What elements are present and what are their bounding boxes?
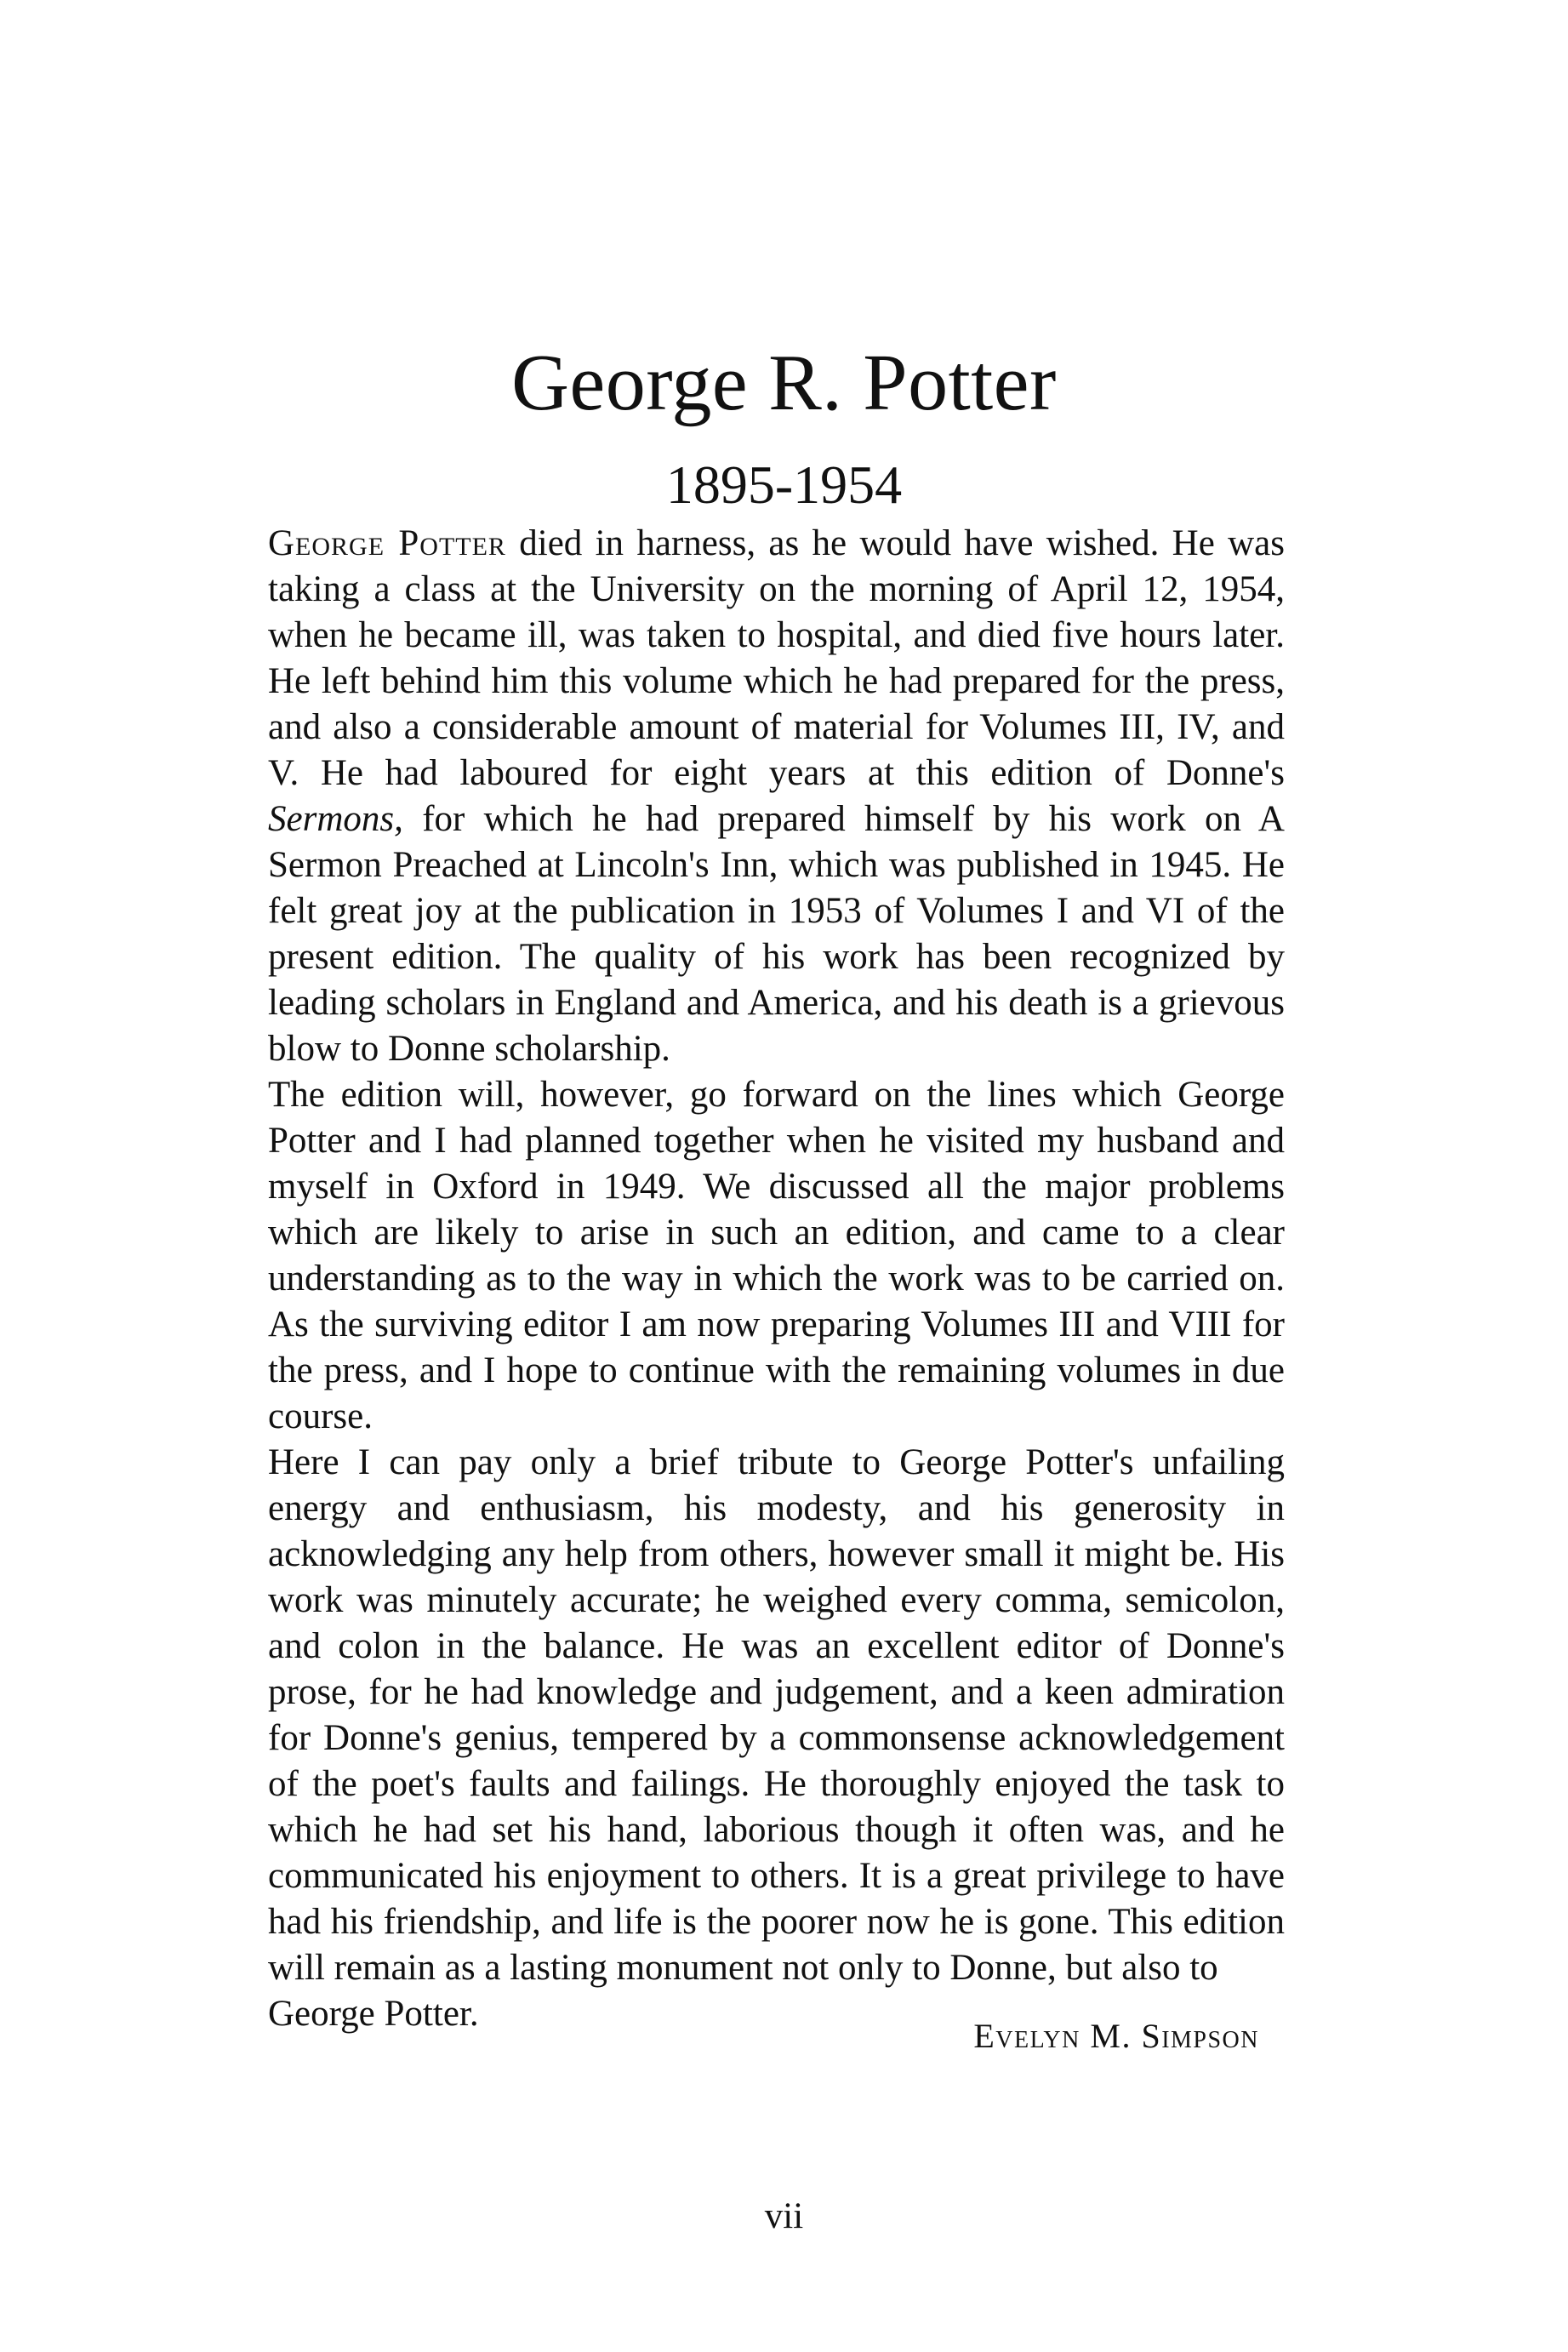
paragraph-1-text-a: died in harness, as he would have wished. He was taking a class at the University on the morning of April 12, 1954, when he became ill, was taken to hospital, and died five hours later. He left behind him this volume which he had prepared for the press, and also a considerable amount of material for Volumes III, IV, and V. He had laboured for eight years at this edition of Donne's xyxy=(268,523,1286,793)
sermons-italic: Sermons, xyxy=(268,799,403,839)
life-dates: 1895-1954 xyxy=(665,454,903,515)
paragraph-3 xyxy=(268,1440,1285,1991)
page-number: vii xyxy=(764,2196,804,2236)
paragraph-3-text: Here I can pay only a brief tribute to George Potter's unfailing energy and enthusiasm, his modesty, and his generosity in acknowledging any help from others, however small it might be. His work was minutely accurate; he weighed every comma, semicolon, and colon in the balance. He was an excellent editor of Donne's prose, for he had knowledge and judgement, and a keen admiration for Donne's genius, tempered by a commonsense acknowledgement of the poet's faults and failings. He thoroughly enjoyed the task to which he had set his hand, laborious though it often was, and he communicated his enjoyment to others. It is a great privilege to have had his friendship, and life is the poorer now he is gone. This edition will remain as a lasting monument not only to Donne, but also to xyxy=(268,1442,1285,1988)
paragraph-1 xyxy=(268,521,1285,1072)
lead-name: George Potter xyxy=(268,523,506,563)
author-signature: Evelyn M. Simpson xyxy=(973,2017,1259,2055)
closing-line xyxy=(268,1991,1285,2055)
memorial-text xyxy=(268,521,1286,2055)
paragraph-1-text-b: for which he had prepared himself by his work on A Sermon Preached at Lincoln's Inn, which was published in 1945. He felt great joy at the publication in 1953 of Volumes I and VI of the present edition. The quality of his work has been recognized by leading scholars in England and America, and his death is a grievous blow to Donne scholarship. xyxy=(268,799,1285,1069)
page-title: George R. Potter xyxy=(511,339,1057,427)
paragraph-3-last-line: George Potter. xyxy=(268,1994,479,2034)
paragraph-2-text: The edition will, however, go forward on the lines which George Potter and I had planned together when he visited my husband and myself in Oxford in 1949. We discussed all the major problems which are likely to arise in such an edition, and came to a clear understanding as to the way in which the work was to be carried on. As the surviving editor I am now preparing Volumes III and VIII for the press, and I hope to continue with the remaining volumes in due course. xyxy=(268,1075,1285,1436)
paragraph-2 xyxy=(268,1072,1285,1440)
